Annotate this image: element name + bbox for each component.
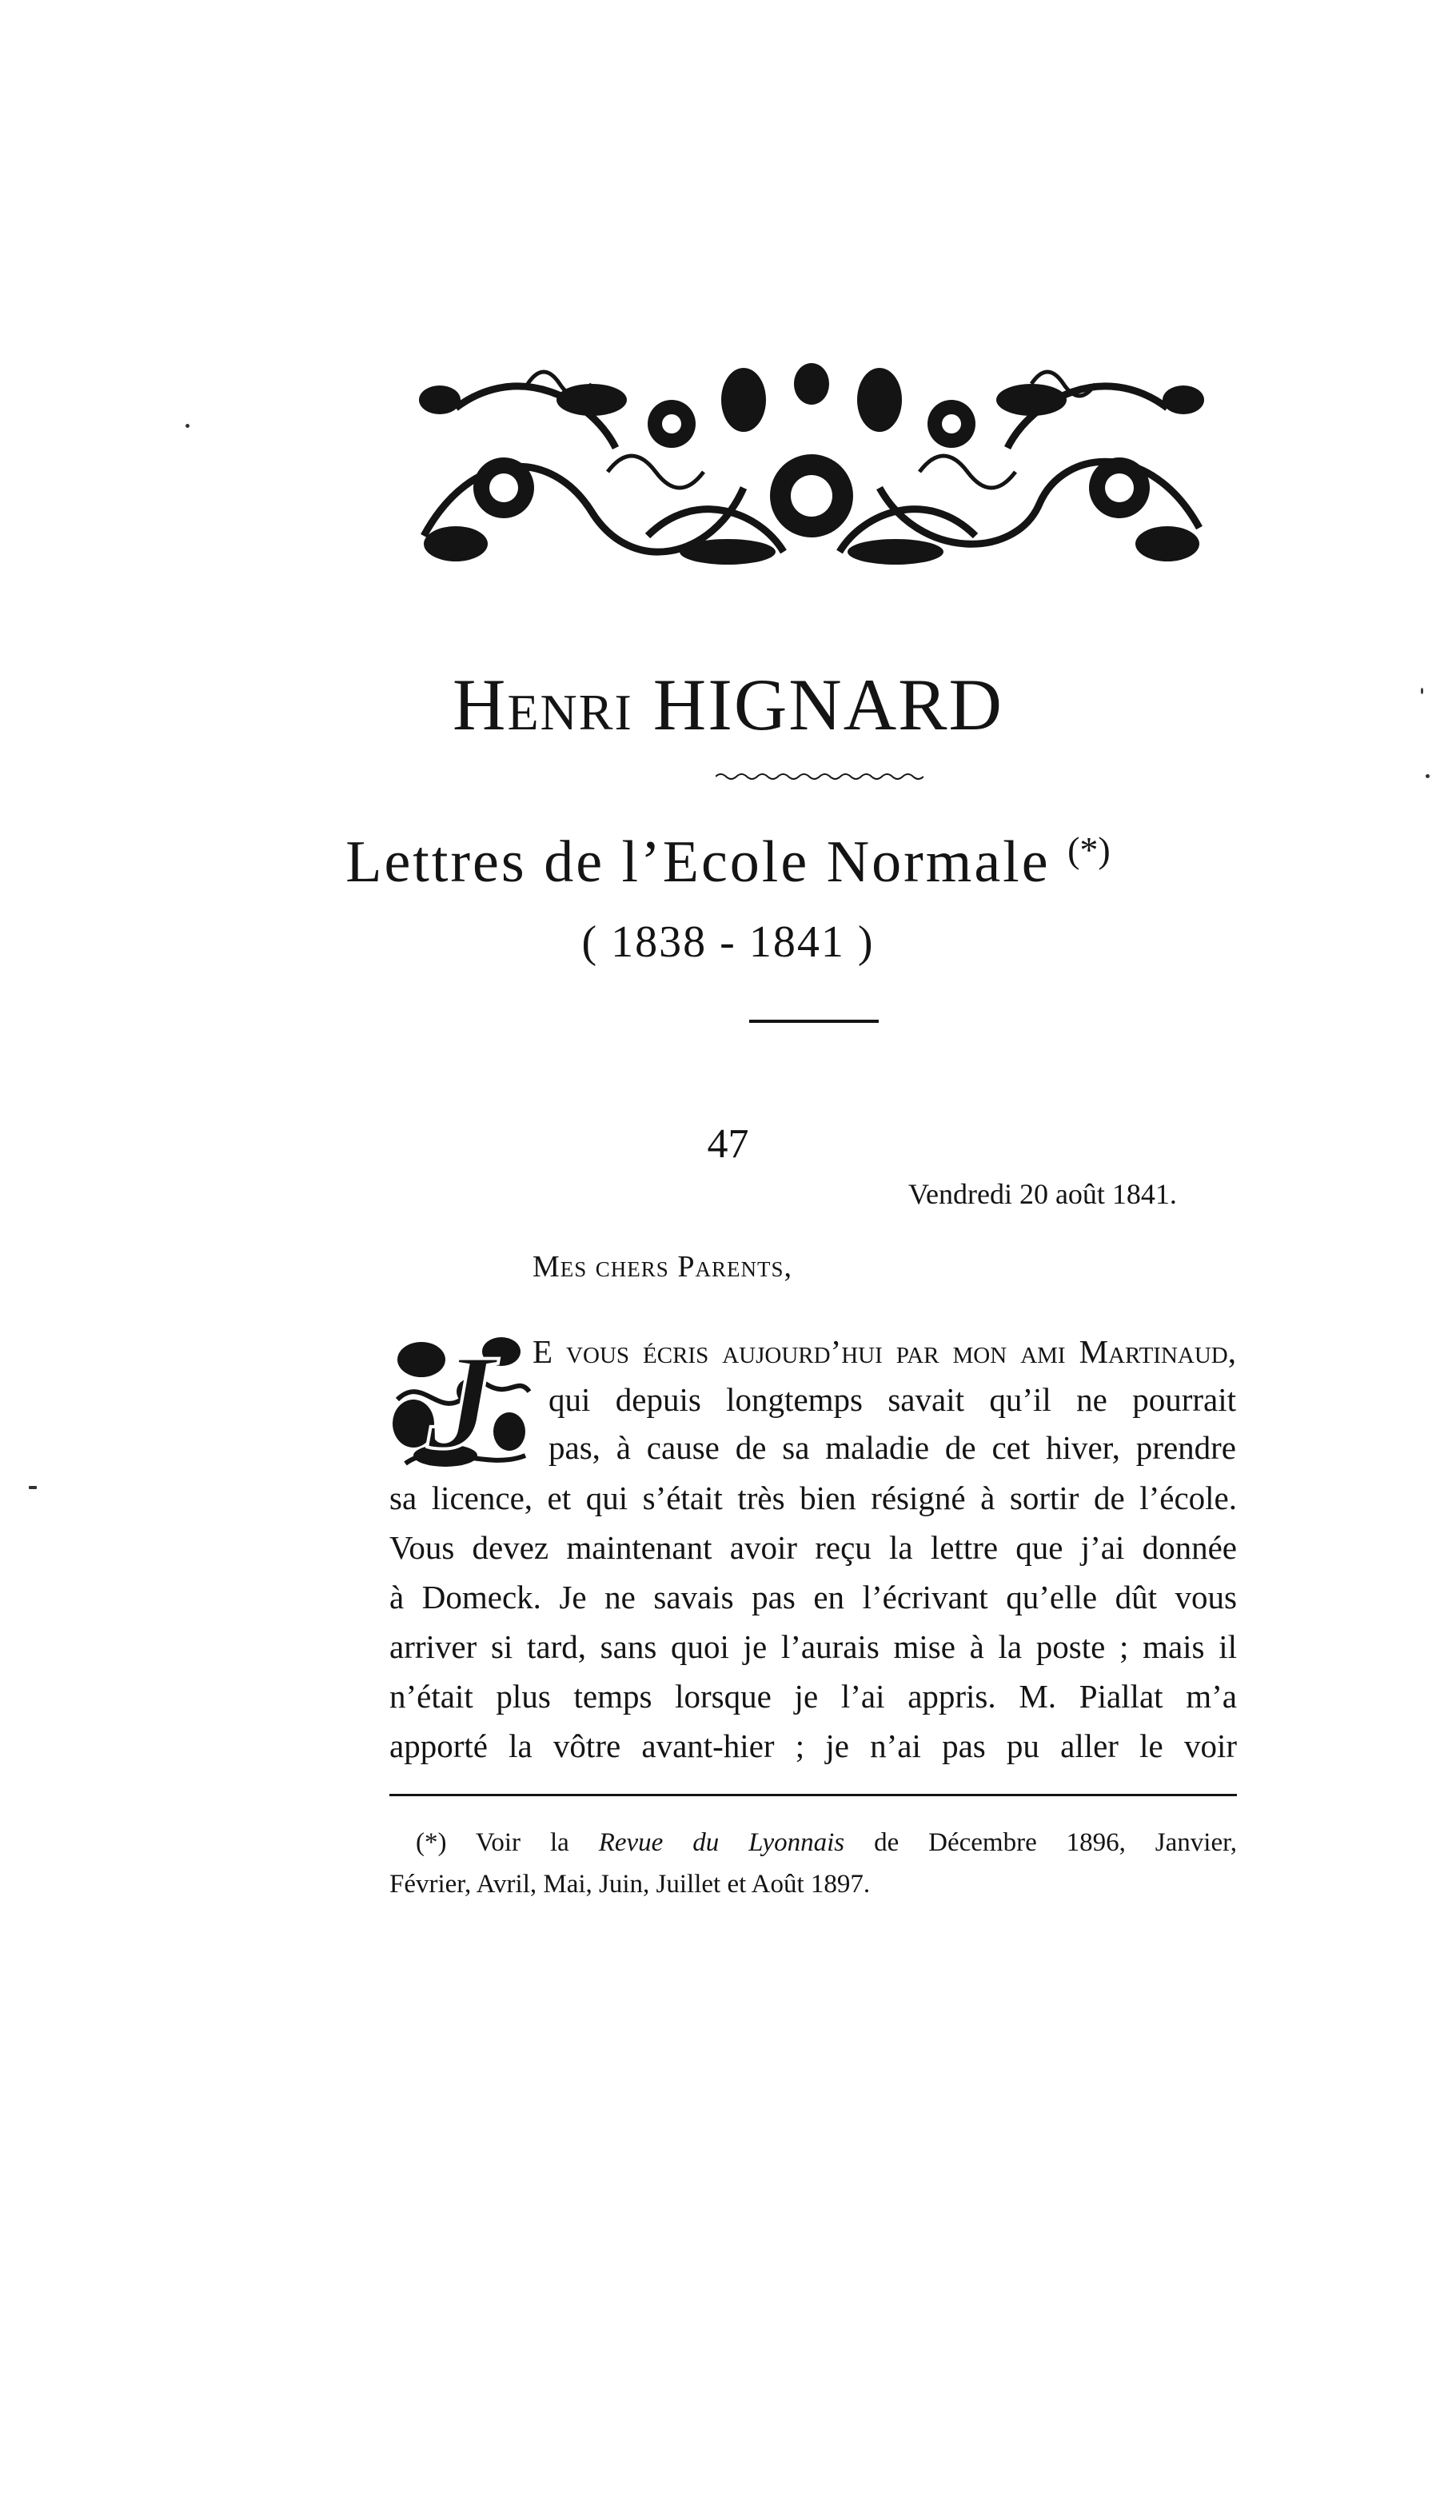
paper-speck [185,424,189,428]
author-first-name: Henri [453,664,633,745]
body-line-6: à Domeck. Je ne savais pas en l’écrivant qu’elle dût vous [389,1579,1237,1615]
footnote-intro: Voir la [475,1828,569,1857]
dropcap-letter: J [427,1328,496,1472]
body-line-3: pas, à cause de sa maladie de cet hiver, prendre [548,1429,1236,1466]
footnote-marker: (*) [416,1828,447,1857]
paper-speck [1421,688,1423,694]
paper-speck [29,1486,37,1489]
author-name [0,664,1456,745]
footnote-journal-title: Revue du Lyonnais [598,1828,845,1857]
subtitle-footnote-marker: (*) [1067,829,1111,870]
ornamental-headpiece-icon [408,352,1215,568]
body-line-text: E vous écris aujourd’hui par mon ami Martinaud, [533,1333,1236,1370]
paper-speck [1426,774,1430,778]
author-last-name: HIGNARD [652,664,1003,745]
subtitle-text: Lettres de l’Ecole Normale [345,829,1051,895]
wavy-rule-ornament [716,771,923,782]
ornamental-initial-icon [389,1328,533,1472]
footnote-dates-part1: de Décembre 1896, Janvier, [874,1828,1238,1857]
book-subtitle [0,829,1456,895]
footnote-line-1 [416,1830,1237,1856]
footnote-separator [389,1794,1237,1796]
body-line-8: n’était plus temps lorsque je l’ai appris. M. Piallat m’a [389,1678,1237,1715]
section-divider [749,1020,879,1023]
body-line-1 [533,1333,1236,1370]
body-line-7: arriver si tard, sans quoi je l’aurais mise à la poste ; mais il [389,1628,1237,1665]
body-line-9: apporté la vôtre avant-hier ; je n’ai pas pu aller le voir [389,1727,1237,1764]
letter-salutation: Mes chers Parents, [533,1250,792,1284]
date-range: ( 1838 - 1841 ) [581,917,875,967]
body-line-2: qui depuis longtemps savait qu’il ne pourrait [548,1381,1236,1418]
letter-date: Vendredi 20 août 1841. [908,1178,1177,1210]
body-line-5: Vous devez maintenant avoir reçu la lettre que j’ai donnée [389,1529,1237,1566]
footnote-line-2: Février, Avril, Mai, Juin, Juillet et Août 1897. [389,1870,871,1899]
body-line-4: sa licence, et qui s’était très bien résigné à sortir de l’école. [389,1480,1237,1516]
letter-number: 47 [707,1121,749,1167]
